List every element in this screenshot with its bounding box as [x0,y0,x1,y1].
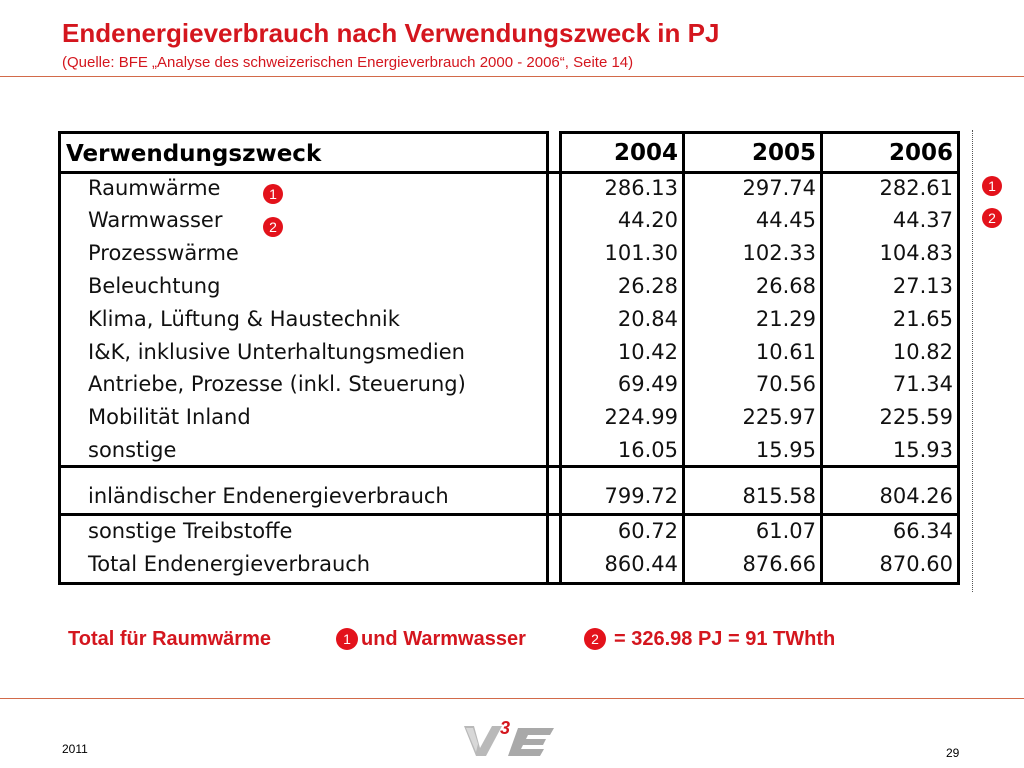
header-divider [0,76,1024,77]
footer-divider [0,698,1024,699]
table-row-5-label: Klima, Lüftung & Haustechnik [88,307,400,331]
v3e-logo [462,718,562,758]
table-row-2-value-2004: 44.20 [617,208,678,232]
extra-row-2-value-2004: 860.44 [604,552,678,576]
marker-badge-1: 1 [263,184,283,204]
table-row-5-value-2005: 21.29 [755,307,816,331]
table-row-1-value-2005: 297.74 [742,176,816,200]
logo-mark [464,718,554,756]
table-row-9-value-2005: 15.95 [755,438,816,462]
header-year-2005: 2005 [751,140,816,166]
table-row-9-value-2006: 15.93 [892,438,953,462]
header-purpose: Verwendungszweck [66,141,322,167]
summary-part3: = 326.98 PJ = 91 TWhth [614,628,836,650]
table-row-4-value-2006: 27.13 [892,274,953,298]
summary-marker-1: 1 [336,628,358,650]
extra-row-1-value-2006: 66.34 [892,519,953,543]
table-row-4-value-2005: 26.68 [755,274,816,298]
summary-part2: und Warmwasser [361,628,526,650]
table-row-3-label: Prozesswärme [88,241,239,265]
table-row-3-value-2006: 104.83 [879,241,953,265]
table-row-6-label: I&K, inklusive Unterhaltungsmedien [88,340,465,364]
table-row-4-value-2004: 26.28 [617,274,678,298]
side-marker-2: 2 [982,208,1002,228]
table-row-8-value-2005: 225.97 [742,405,816,429]
table-row-7-value-2006: 71.34 [892,372,953,396]
table-row-6-value-2005: 10.61 [755,340,816,364]
table-row-8-value-2004: 224.99 [604,405,678,429]
subtotal-row-label: inländischer Endenergieverbrauch [88,484,449,508]
table-row-3-value-2004: 101.30 [604,241,678,265]
source-citation: (Quelle: BFE „Analyse des schweizerischen Energieverbrauch 2000 - 2006“, Seite 14) [62,54,634,71]
table-row-4-label: Beleuchtung [88,274,221,298]
table-row-6-value-2004: 10.42 [617,340,678,364]
table-row-2-value-2005: 44.45 [755,208,816,232]
side-marker-1: 1 [982,176,1002,196]
table-row-2-label: Warmwasser [88,208,223,232]
energy-table [58,131,960,585]
extra-row-2-value-2006: 870.60 [879,552,953,576]
footer-year: 2011 [62,742,88,756]
subtotal-row-value-2004: 799.72 [604,484,678,508]
table-row-7-label: Antriebe, Prozesse (inkl. Steuerung) [88,372,466,396]
summary-part1: Total für Raumwärme [68,628,271,650]
page-title: Endenergieverbrauch nach Verwendungszweck in PJ [62,18,720,48]
header-year-2004: 2004 [613,140,678,166]
table-row-9-value-2004: 16.05 [617,438,678,462]
subtotal-row-value-2006: 804.26 [879,484,953,508]
svg-text:3: 3 [500,718,511,738]
table-row-1-value-2004: 286.13 [604,176,678,200]
dotted-divider [972,130,973,592]
table-row-6-value-2006: 10.82 [892,340,953,364]
summary-marker-2: 2 [584,628,606,650]
extra-row-1-value-2004: 60.72 [617,519,678,543]
table-row-1-value-2006: 282.61 [879,176,953,200]
page-number: 29 [946,746,960,760]
table-row-8-value-2006: 225.59 [879,405,953,429]
table-row-5-value-2006: 21.65 [892,307,953,331]
table-row-2-value-2006: 44.37 [892,208,953,232]
table-row-7-value-2004: 69.49 [617,372,678,396]
extra-row-1-value-2005: 61.07 [755,519,816,543]
table-row-1-label: Raumwärme [88,176,221,200]
table-row-7-value-2005: 70.56 [755,372,816,396]
extra-row-2-value-2005: 876.66 [742,552,816,576]
table-row-3-value-2005: 102.33 [742,241,816,265]
table-row-5-value-2004: 20.84 [617,307,678,331]
marker-badge-2: 2 [263,217,283,237]
header-year-2006: 2006 [888,140,953,166]
extra-row-2-label: Total Endenergieverbrauch [88,552,371,576]
table-row-8-label: Mobilität Inland [88,405,251,429]
extra-row-1-label: sonstige Treibstoffe [88,519,293,543]
table-row-9-label: sonstige [88,438,177,462]
subtotal-row-value-2005: 815.58 [742,484,816,508]
